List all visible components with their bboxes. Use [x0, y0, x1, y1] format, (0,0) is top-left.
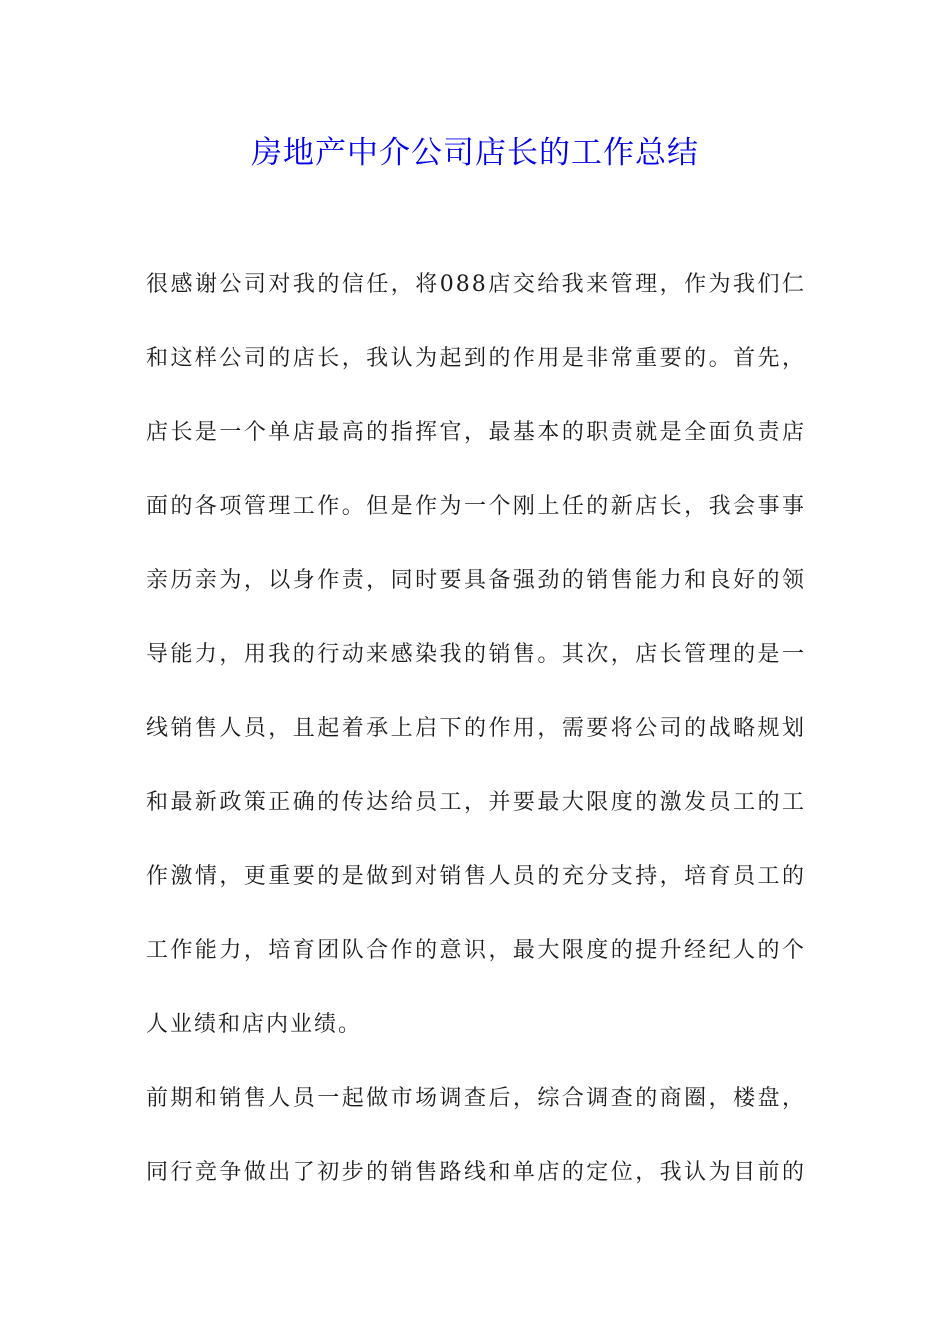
document-title: 房地产中介公司店长的工作总结: [251, 135, 699, 171]
paragraph-line: 前期和销售人员一起做市场调查后，综合调查的商圈，楼盘，: [146, 1086, 806, 1111]
paragraph-line: 和这样公司的店长，我认为起到的作用是非常重要的。首先，: [146, 346, 806, 371]
paragraph-line: 导能力，用我的行动来感染我的销售。其次，店长管理的是一: [146, 642, 806, 667]
paragraph-line: 同行竞争做出了初步的销售路线和单店的定位，我认为目前的: [146, 1160, 806, 1185]
paragraph-line: 亲历亲为，以身作责，同时要具备强劲的销售能力和良好的领: [146, 568, 806, 593]
paragraph-line: 面的各项管理工作。但是作为一个刚上任的新店长，我会事事: [146, 494, 806, 519]
document-body: [146, 262, 806, 1224]
paragraph-line: 很感谢公司对我的信任，将088店交给我来管理，作为我们仁: [146, 272, 806, 297]
paragraph-line: 作激情，更重要的是做到对销售人员的充分支持，培育员工的: [146, 864, 806, 889]
paragraph-line: 店长是一个单店最高的指挥官，最基本的职责就是全面负责店: [146, 420, 806, 445]
paragraph-line: 人业绩和店内业绩。: [146, 1012, 363, 1037]
paragraph-line: 和最新政策正确的传达给员工，并要最大限度的激发员工的工: [146, 790, 806, 815]
paragraph-line: 工作能力，培育团队合作的意识，最大限度的提升经纪人的个: [146, 938, 806, 963]
paragraph-line: 线销售人员，且起着承上启下的作用，需要将公司的战略规划: [146, 716, 806, 741]
